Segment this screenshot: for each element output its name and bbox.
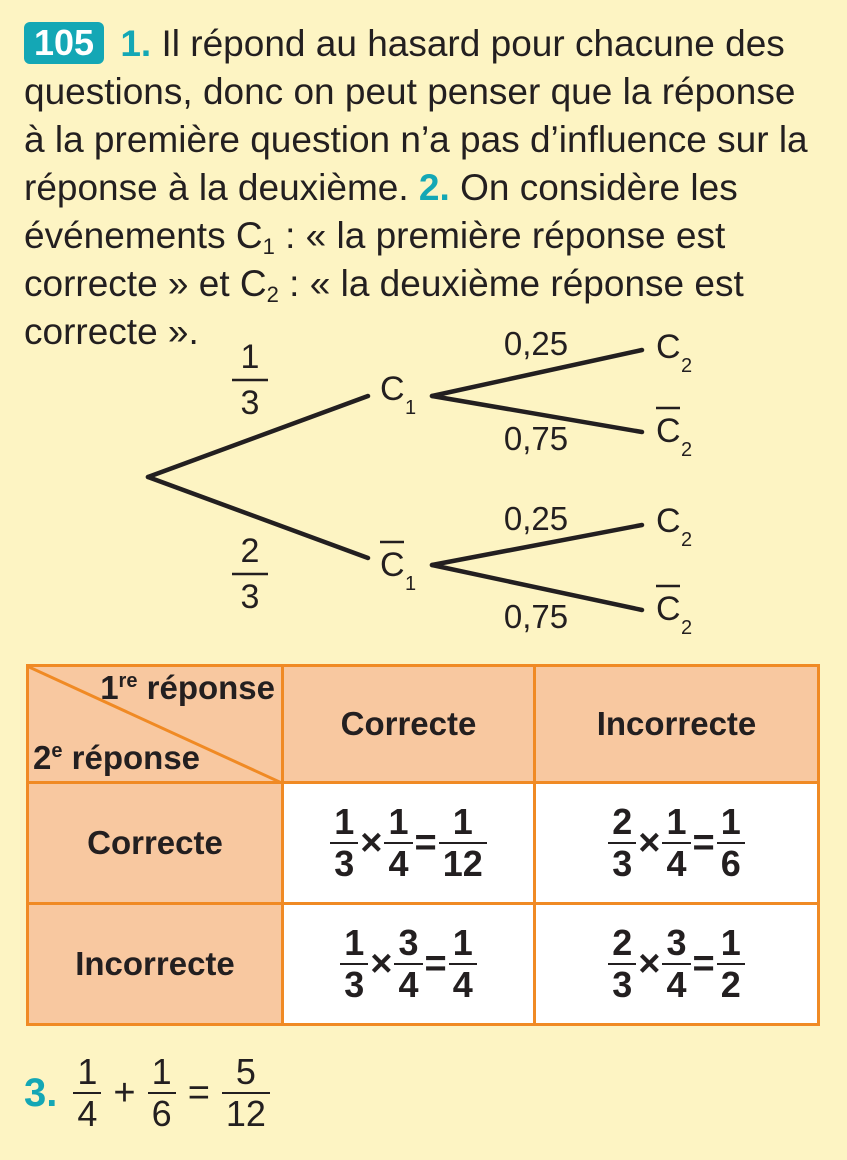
table-cell: $\frac{1}{3}$ × $\frac{3}{4}$ = $\frac{1}{4}$ xyxy=(283,904,535,1025)
p-notc1-num: 2 xyxy=(240,532,260,570)
corner-top-label: 1re réponse xyxy=(100,669,275,706)
probability-table xyxy=(26,664,820,1026)
leaf-c2-b: C xyxy=(656,502,681,540)
p-notc1-den: 3 xyxy=(240,578,260,616)
p-c1-notc2: 0,75 xyxy=(503,420,569,457)
part2-text-b: : « la première réponse est correcte » et C xyxy=(24,215,726,304)
leaf-notc2-b: C xyxy=(656,590,681,628)
col-header-correcte: Correcte xyxy=(283,666,535,783)
row-header-correcte: Correcte xyxy=(28,783,283,904)
table-corner xyxy=(28,666,283,783)
p-notc1-c2: 0,25 xyxy=(503,500,569,537)
part2-text-a: On considère les événements C xyxy=(24,167,738,256)
part3-result: $\frac{5}{12}$ xyxy=(222,1052,270,1134)
part3-equals: = xyxy=(187,1071,210,1114)
p-c1-c2: 0,25 xyxy=(503,325,569,362)
part1-label: 1. xyxy=(120,23,152,64)
part3-frac-b: $\frac{1}{6}$ xyxy=(148,1052,176,1134)
exercise-number-badge: 105 xyxy=(24,22,104,64)
probability-tree xyxy=(0,320,847,650)
node-c1: C xyxy=(380,370,405,408)
table-cell: $\frac{2}{3}$ × $\frac{3}{4}$ = $\frac{1}{2}$ xyxy=(535,904,819,1025)
part2-sub-b: 2 xyxy=(266,282,279,307)
p-notc1-notc2: 0,75 xyxy=(503,598,569,635)
col-header-incorrecte: Incorrecte xyxy=(535,666,819,783)
part2-text-c: : « la deuxième réponse est correcte ». xyxy=(24,263,744,352)
leaf-c2-a: C xyxy=(656,328,681,366)
node-c1-sub: 1 xyxy=(405,397,417,419)
table-cell: $\frac{1}{3}$ × $\frac{1}{4}$ = $\frac{1}{12}$ xyxy=(283,783,535,904)
p-c1-den: 3 xyxy=(240,384,260,422)
leaf-notc2-a-sub: 2 xyxy=(681,439,693,461)
corner-bottom-label: 2e réponse xyxy=(33,739,201,776)
table-cell: $\frac{2}{3}$ × $\frac{1}{4}$ = $\frac{1}{6}$ xyxy=(535,783,819,904)
leaf-notc2-b-sub: 2 xyxy=(681,617,693,639)
node-notc1-sub: 1 xyxy=(405,573,417,595)
part3-plus: + xyxy=(113,1071,136,1114)
exercise-text xyxy=(24,20,824,356)
part2-sub-a: 1 xyxy=(262,234,275,259)
leaf-c2-b-sub: 2 xyxy=(681,529,693,551)
leaf-c2-a-sub: 2 xyxy=(681,355,693,377)
part3-answer xyxy=(24,1052,270,1134)
leaf-notc2-a: C xyxy=(656,412,681,450)
node-notc1: C xyxy=(380,546,405,584)
part3-frac-a: $\frac{1}{4}$ xyxy=(73,1052,101,1134)
part2-label: 2. xyxy=(418,167,450,208)
part3-label: 3. xyxy=(24,1070,58,1115)
part1-text: Il répond au hasard pour chacune des questions, donc on peut penser que la réponse à la première question n’a pas d’influence sur la réponse à la deuxième. xyxy=(24,23,808,208)
row-header-incorrecte: Incorrecte xyxy=(28,904,283,1025)
p-c1-num: 1 xyxy=(240,338,260,376)
